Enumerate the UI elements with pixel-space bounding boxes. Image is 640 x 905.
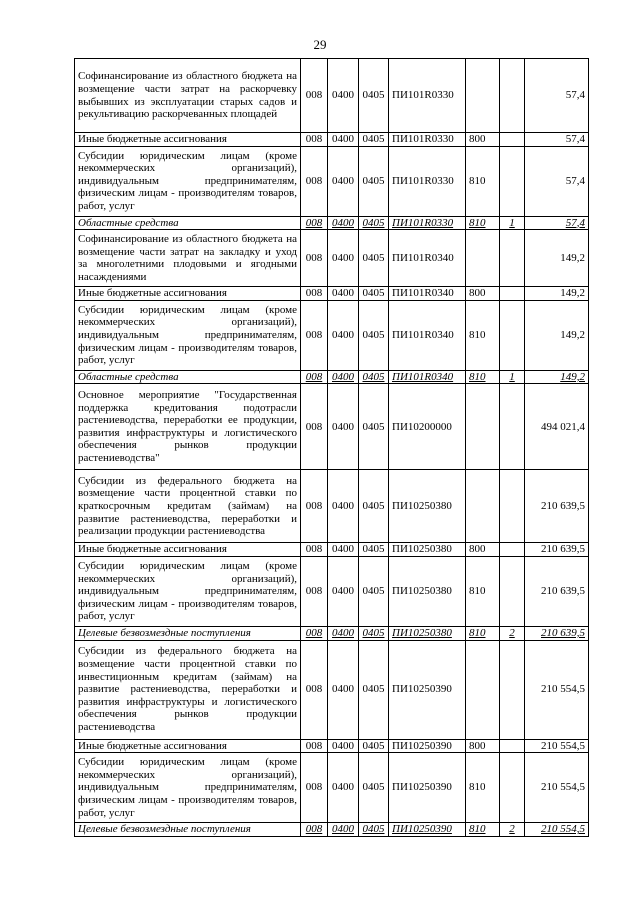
subsection-code — [359, 556, 389, 626]
target-article-text: ПИ10250380 — [392, 500, 452, 513]
ministry-code — [301, 556, 328, 626]
amount-text: 149,2 — [560, 287, 585, 300]
section-code-text: 0400 — [332, 89, 354, 102]
target-article-text: ПИ101R0330 — [392, 216, 454, 229]
ministry-code-text: 008 — [305, 133, 323, 145]
target-article — [389, 300, 466, 370]
amount — [525, 739, 589, 753]
subsection-code-text: 0405 — [362, 500, 385, 513]
amount-text: 149,2 — [560, 370, 585, 383]
ministry-code-text: 008 — [305, 420, 323, 433]
section-code-text: 0400 — [332, 328, 354, 341]
row-name — [75, 739, 301, 753]
subsection-code-text: 0405 — [362, 626, 385, 639]
target-article-text: ПИ10250390 — [392, 683, 452, 696]
funding-source-text: 1 — [509, 216, 515, 229]
section-code — [328, 133, 359, 147]
funding-source — [500, 543, 525, 557]
ministry-code-text: 008 — [305, 739, 323, 752]
target-article — [389, 823, 466, 837]
row-name-text: Целевые безвозмездные поступления — [78, 626, 251, 639]
row-name — [75, 470, 301, 543]
subsection-code — [359, 370, 389, 384]
expense-type-text: 810 — [469, 216, 486, 229]
subsection-code-text: 0405 — [362, 328, 385, 341]
target-article — [389, 230, 466, 287]
ministry-code-text: 008 — [305, 626, 323, 639]
section-code — [328, 626, 359, 640]
target-article-text: ПИ10250390 — [392, 823, 452, 836]
row-name-text: Иные бюджетные ассигнования — [78, 287, 227, 300]
section-code-text: 0400 — [332, 781, 354, 794]
target-article-text: ПИ101R0340 — [392, 251, 454, 264]
funding-source — [500, 230, 525, 287]
expense-type — [466, 59, 500, 133]
ministry-code — [301, 146, 328, 216]
section-code — [328, 300, 359, 370]
subsection-code-text: 0405 — [362, 89, 385, 102]
subsection-code — [359, 543, 389, 557]
row-name — [75, 216, 301, 230]
section-code — [328, 230, 359, 287]
subsection-code-text: 0405 — [362, 823, 385, 836]
ministry-code-text: 008 — [305, 585, 323, 598]
amount — [525, 640, 589, 739]
row-name-text: Субсидии юридическим лицам (кроме некоммерческих организаций), индивидуальным предпринимателям, физическим лицам - производителям товаров, работ, услуг — [78, 149, 297, 212]
section-code-text: 0400 — [332, 500, 354, 513]
expense-type — [466, 823, 500, 837]
amount-text: 210 554,5 — [541, 781, 585, 794]
target-article-text: ПИ101R0340 — [392, 370, 454, 383]
subsection-code-text: 0405 — [362, 133, 385, 145]
expense-type — [466, 640, 500, 739]
target-article — [389, 59, 466, 133]
expense-type-text: 810 — [469, 626, 486, 639]
ministry-code — [301, 753, 328, 823]
table-row — [75, 543, 589, 557]
section-code-text: 0400 — [332, 823, 354, 836]
expense-type-text: 800 — [469, 133, 486, 145]
section-code-text: 0400 — [332, 287, 354, 300]
ministry-code-text: 008 — [305, 823, 323, 836]
subsection-code — [359, 739, 389, 753]
funding-source — [500, 626, 525, 640]
amount-text: 210 554,5 — [541, 739, 585, 752]
table-row — [75, 59, 589, 133]
table-row — [75, 384, 589, 470]
expense-type — [466, 753, 500, 823]
row-name-text: Основное мероприятие "Государственная поддержка кредитования подотрасли растениеводства, переработки ее продукции, развития инфраструктуры и логистического обеспечения рынков продукции растениеводства" — [78, 389, 297, 465]
section-code — [328, 543, 359, 557]
ministry-code-text: 008 — [305, 328, 323, 341]
subsection-code — [359, 823, 389, 837]
ministry-code-text: 008 — [305, 683, 323, 696]
amount — [525, 753, 589, 823]
section-code-text: 0400 — [332, 133, 354, 145]
amount-text: 210 639,5 — [541, 543, 585, 556]
ministry-code — [301, 626, 328, 640]
ministry-code-text: 008 — [305, 251, 323, 264]
funding-source-text: 2 — [509, 823, 515, 836]
funding-source — [500, 384, 525, 470]
subsection-code — [359, 753, 389, 823]
ministry-code — [301, 823, 328, 837]
row-name — [75, 300, 301, 370]
table-row — [75, 216, 589, 230]
row-name-text: Софинансирование из областного бюджета на возмещение части затрат на закладку и уход за многолетними плодовыми и ягодными насаждениями — [78, 233, 297, 283]
row-name — [75, 59, 301, 133]
section-code-text: 0400 — [332, 174, 354, 187]
ministry-code-text: 008 — [305, 174, 323, 187]
row-name — [75, 543, 301, 557]
ministry-code — [301, 300, 328, 370]
amount — [525, 300, 589, 370]
row-name — [75, 370, 301, 384]
section-code — [328, 753, 359, 823]
ministry-code — [301, 287, 328, 301]
amount-text: 210 554,5 — [541, 823, 585, 836]
target-article — [389, 287, 466, 301]
table-row — [75, 133, 589, 147]
section-code — [328, 216, 359, 230]
subsection-code — [359, 640, 389, 739]
funding-source — [500, 146, 525, 216]
funding-source — [500, 59, 525, 133]
row-name — [75, 753, 301, 823]
amount — [525, 59, 589, 133]
target-article — [389, 640, 466, 739]
ministry-code — [301, 739, 328, 753]
table-row — [75, 370, 589, 384]
section-code — [328, 59, 359, 133]
expense-type-text: 810 — [469, 781, 486, 794]
target-article-text: ПИ10250390 — [392, 739, 452, 752]
section-code — [328, 384, 359, 470]
subsection-code-text: 0405 — [362, 543, 385, 556]
expense-type-text: 810 — [469, 370, 486, 383]
subsection-code — [359, 626, 389, 640]
amount-text: 57,4 — [565, 174, 585, 187]
row-name — [75, 556, 301, 626]
expense-type — [466, 230, 500, 287]
expense-type-text: 810 — [469, 174, 486, 187]
amount-text: 57,4 — [565, 89, 585, 102]
expense-type — [466, 556, 500, 626]
section-code — [328, 287, 359, 301]
row-name — [75, 626, 301, 640]
section-code — [328, 640, 359, 739]
expense-type — [466, 216, 500, 230]
amount-text: 210 639,5 — [541, 585, 585, 598]
table-row — [75, 823, 589, 837]
subsection-code-text: 0405 — [362, 370, 385, 383]
expense-type — [466, 543, 500, 557]
table-row — [75, 753, 589, 823]
amount-text: 210 639,5 — [541, 500, 585, 513]
ministry-code — [301, 230, 328, 287]
target-article-text: ПИ10250380 — [392, 626, 452, 639]
target-article-text: ПИ10200000 — [392, 420, 452, 433]
subsection-code — [359, 300, 389, 370]
amount — [525, 384, 589, 470]
ministry-code — [301, 470, 328, 543]
funding-source — [500, 216, 525, 230]
ministry-code-text: 008 — [305, 781, 323, 794]
amount — [525, 370, 589, 384]
table-row — [75, 287, 589, 301]
ministry-code-text: 008 — [305, 89, 323, 102]
table-row — [75, 146, 589, 216]
amount-text: 57,4 — [565, 216, 585, 229]
expense-type — [466, 384, 500, 470]
amount — [525, 230, 589, 287]
target-article — [389, 133, 466, 147]
funding-source — [500, 556, 525, 626]
subsection-code-text: 0405 — [362, 420, 385, 433]
target-article — [389, 556, 466, 626]
section-code — [328, 146, 359, 216]
budget-table — [74, 58, 589, 837]
row-name-text: Субсидии юридическим лицам (кроме некоммерческих организаций), индивидуальным предпринимателям, физическим лицам - производителям товаров, работ, услуг — [78, 559, 297, 623]
row-name — [75, 230, 301, 287]
section-code-text: 0400 — [332, 216, 354, 229]
table-row — [75, 626, 589, 640]
ministry-code — [301, 384, 328, 470]
expense-type — [466, 146, 500, 216]
ministry-code — [301, 640, 328, 739]
target-article — [389, 216, 466, 230]
expense-type — [466, 133, 500, 147]
ministry-code — [301, 543, 328, 557]
table-row — [75, 300, 589, 370]
section-code-text: 0400 — [332, 543, 354, 556]
ministry-code-text: 008 — [305, 370, 323, 383]
subsection-code-text: 0405 — [362, 251, 385, 264]
section-code — [328, 823, 359, 837]
table-row — [75, 739, 589, 753]
target-article — [389, 384, 466, 470]
amount-text: 210 639,5 — [541, 626, 585, 639]
amount-text: 210 554,5 — [541, 683, 585, 696]
target-article — [389, 470, 466, 543]
subsection-code-text: 0405 — [362, 781, 385, 794]
subsection-code — [359, 216, 389, 230]
subsection-code — [359, 133, 389, 147]
amount — [525, 556, 589, 626]
row-name — [75, 384, 301, 470]
amount — [525, 543, 589, 557]
row-name-text: Субсидии юридическим лицам (кроме некоммерческих организаций), индивидуальным предпринимателям, физическим лицам - производителям товаров, работ, услуг — [78, 303, 297, 367]
funding-source-text: 1 — [509, 370, 515, 383]
funding-source-text: 2 — [509, 626, 515, 639]
expense-type — [466, 470, 500, 543]
expense-type-text: 810 — [469, 328, 486, 341]
ministry-code — [301, 133, 328, 147]
row-name-text: Субсидии юридическим лицам (кроме некоммерческих организаций), индивидуальным предпринимателям, физическим лицам - производителям товаров, работ, услуг — [78, 756, 297, 819]
amount — [525, 287, 589, 301]
subsection-code — [359, 230, 389, 287]
row-name-text: Иные бюджетные ассигнования — [78, 133, 227, 145]
target-article — [389, 739, 466, 753]
expense-type-text: 810 — [469, 585, 486, 598]
section-code — [328, 470, 359, 543]
subsection-code — [359, 59, 389, 133]
amount — [525, 133, 589, 147]
section-code-text: 0400 — [332, 251, 354, 264]
section-code — [328, 556, 359, 626]
subsection-code-text: 0405 — [362, 739, 385, 752]
subsection-code-text: 0405 — [362, 585, 385, 598]
ministry-code-text: 008 — [305, 500, 323, 513]
target-article — [389, 626, 466, 640]
target-article-text: ПИ10250390 — [392, 781, 452, 794]
ministry-code — [301, 216, 328, 230]
table-row — [75, 640, 589, 739]
ministry-code-text: 008 — [305, 287, 323, 300]
amount — [525, 146, 589, 216]
subsection-code-text: 0405 — [362, 287, 385, 300]
section-code-text: 0400 — [332, 683, 354, 696]
funding-source — [500, 739, 525, 753]
subsection-code-text: 0405 — [362, 174, 385, 187]
expense-type — [466, 287, 500, 301]
target-article-text: ПИ101R0330 — [392, 89, 454, 102]
funding-source — [500, 753, 525, 823]
table-row — [75, 230, 589, 287]
section-code — [328, 739, 359, 753]
amount — [525, 626, 589, 640]
amount-text: 149,2 — [560, 328, 585, 341]
row-name-text: Областные средства — [78, 216, 179, 229]
page-number: 29 — [313, 37, 327, 52]
expense-type-text: 800 — [469, 739, 486, 752]
target-article-text: ПИ101R0330 — [392, 133, 454, 145]
row-name-text: Иные бюджетные ассигнования — [78, 739, 227, 752]
subsection-code — [359, 146, 389, 216]
section-code-text: 0400 — [332, 626, 354, 639]
target-article-text: ПИ101R0340 — [392, 287, 454, 300]
row-name-text: Субсидии из федерального бюджета на возмещение части процентной ставки по инвестиционным кредитам (займам) на развитие растениеводства, переработки и развития инфраструктуры и логистического обеспечения рынков продукции растениеводства — [78, 645, 297, 734]
funding-source — [500, 823, 525, 837]
amount — [525, 470, 589, 543]
amount — [525, 216, 589, 230]
expense-type — [466, 300, 500, 370]
row-name — [75, 823, 301, 837]
target-article-text: ПИ101R0330 — [392, 174, 454, 187]
ministry-code-text: 008 — [305, 216, 323, 229]
subsection-code — [359, 470, 389, 543]
row-name — [75, 287, 301, 301]
target-article — [389, 543, 466, 557]
target-article — [389, 370, 466, 384]
funding-source — [500, 300, 525, 370]
subsection-code — [359, 384, 389, 470]
row-name-text: Областные средства — [78, 370, 179, 383]
section-code-text: 0400 — [332, 585, 354, 598]
section-code-text: 0400 — [332, 370, 354, 383]
amount-text: 494 021,4 — [541, 420, 585, 433]
funding-source — [500, 370, 525, 384]
subsection-code-text: 0405 — [362, 683, 385, 696]
row-name — [75, 146, 301, 216]
amount-text: 149,2 — [560, 251, 585, 264]
target-article-text: ПИ10250380 — [392, 543, 452, 556]
expense-type — [466, 626, 500, 640]
subsection-code — [359, 287, 389, 301]
expense-type-text: 800 — [469, 287, 486, 300]
funding-source — [500, 470, 525, 543]
expense-type — [466, 739, 500, 753]
ministry-code-text: 008 — [305, 543, 323, 556]
row-name-text: Софинансирование из областного бюджета на возмещение части затрат на раскорчевку выбывших из эксплуатации старых садов и рекультивацию раскорчеванных площадей — [78, 70, 297, 121]
row-name-text: Субсидии из федерального бюджета на возмещение части процентной ставки по краткосрочным кредитам (займам) на развитие растениеводства, переработки и реализации продукции растениеводства — [78, 474, 297, 538]
subsection-code-text: 0405 — [362, 216, 385, 229]
section-code — [328, 370, 359, 384]
table-row — [75, 556, 589, 626]
target-article — [389, 146, 466, 216]
row-name-text: Иные бюджетные ассигнования — [78, 543, 227, 556]
ministry-code — [301, 370, 328, 384]
table-row — [75, 470, 589, 543]
target-article-text: ПИ101R0340 — [392, 328, 454, 341]
amount — [525, 823, 589, 837]
expense-type-text: 800 — [469, 543, 486, 556]
target-article-text: ПИ10250380 — [392, 585, 452, 598]
funding-source — [500, 640, 525, 739]
row-name — [75, 640, 301, 739]
row-name — [75, 133, 301, 147]
expense-type — [466, 370, 500, 384]
funding-source — [500, 133, 525, 147]
ministry-code — [301, 59, 328, 133]
section-code-text: 0400 — [332, 739, 354, 752]
target-article — [389, 753, 466, 823]
amount-text: 57,4 — [565, 133, 585, 145]
row-name-text: Целевые безвозмездные поступления — [78, 823, 251, 836]
expense-type-text: 810 — [469, 823, 486, 836]
funding-source — [500, 287, 525, 301]
section-code-text: 0400 — [332, 420, 354, 433]
